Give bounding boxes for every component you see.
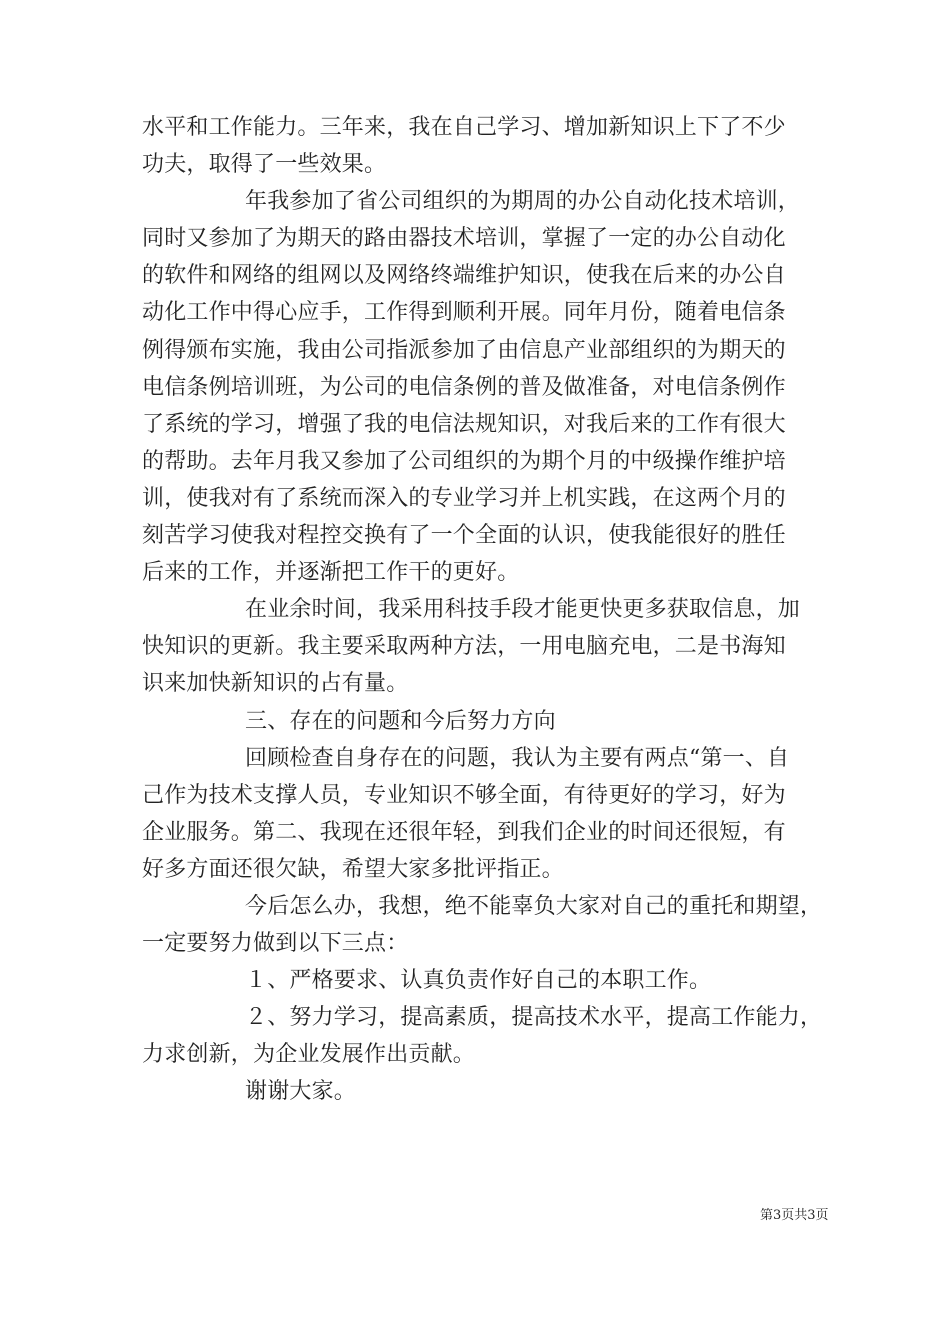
text-line: 一定要努力做到以下三点：	[142, 931, 409, 957]
text-line: 己作为技术支撑人员，专业知识不够全面，有待更好的学习，好为	[142, 782, 786, 808]
text-line: 功夫，取得了一些效果。	[142, 152, 387, 178]
text-line: 三、存在的问题和今后努力方向	[245, 708, 556, 734]
text-line: 的帮助。去年月我又参加了公司组织的为期个月的中级操作维护培	[142, 448, 786, 474]
text-line: 好多方面还很欠缺，希望大家多批评指正。	[142, 856, 564, 882]
page-number: 第3页共3页	[760, 1208, 829, 1223]
text-line: 今后怎么办，我想，绝不能辜负大家对自己的重托和期望，	[245, 893, 823, 919]
text-line: 电信条例培训班，为公司的电信条例的普及做准备，对电信条例作	[142, 374, 786, 400]
text-line: 快知识的更新。我主要采取两种方法，一用电脑充电，二是书海知	[142, 634, 786, 660]
text-line: 了系统的学习，增强了我的电信法规知识，对我后来的工作有很大	[142, 411, 786, 437]
text-line: 例得颁布实施，我由公司指派参加了由信息产业部组织的为期天的	[142, 337, 786, 363]
text-line: 回顾检查自身存在的问题，我认为主要有两点“第一、自	[245, 745, 790, 771]
text-line: 企业服务。第二、我现在还很年轻，到我们企业的时间还很短，有	[142, 819, 786, 845]
text-line: 水平和工作能力。三年来，我在自己学习、增加新知识上下了不少	[142, 115, 786, 140]
text-line: 后来的工作，并逐渐把工作干的更好。	[142, 560, 520, 586]
text-line: 在业余时间，我采用科技手段才能更快更多获取信息，加	[245, 597, 801, 623]
text-line: 同时又参加了为期天的路由器技术培训，掌握了一定的办公自动化	[142, 226, 786, 252]
text-line: ２、努力学习，提高素质，提高技术水平，提高工作能力，	[245, 1005, 823, 1031]
text-line: 力求创新，为企业发展作出贡献。	[142, 1042, 476, 1068]
text-line: 刻苦学习使我对程控交换有了一个全面的认识，使我能很好的胜任	[142, 523, 786, 549]
text-line: 年我参加了省公司组织的为期周的办公自动化技术培训，	[245, 189, 801, 215]
text-line: 动化工作中得心应手，工作得到顺利开展。同年月份，随着电信条	[142, 300, 786, 326]
text-line: 训，使我对有了系统而深入的专业学习并上机实践，在这两个月的	[142, 485, 786, 511]
text-line: １、严格要求、认真负责作好自己的本职工作。	[245, 968, 712, 994]
text-line: 的软件和网络的组网以及网络终端维护知识，使我在后来的办公自	[142, 263, 786, 289]
text-line: 识来加快新知识的占有量。	[142, 671, 409, 697]
text-line: 谢谢大家。	[245, 1079, 357, 1105]
document-body	[142, 109, 823, 1111]
